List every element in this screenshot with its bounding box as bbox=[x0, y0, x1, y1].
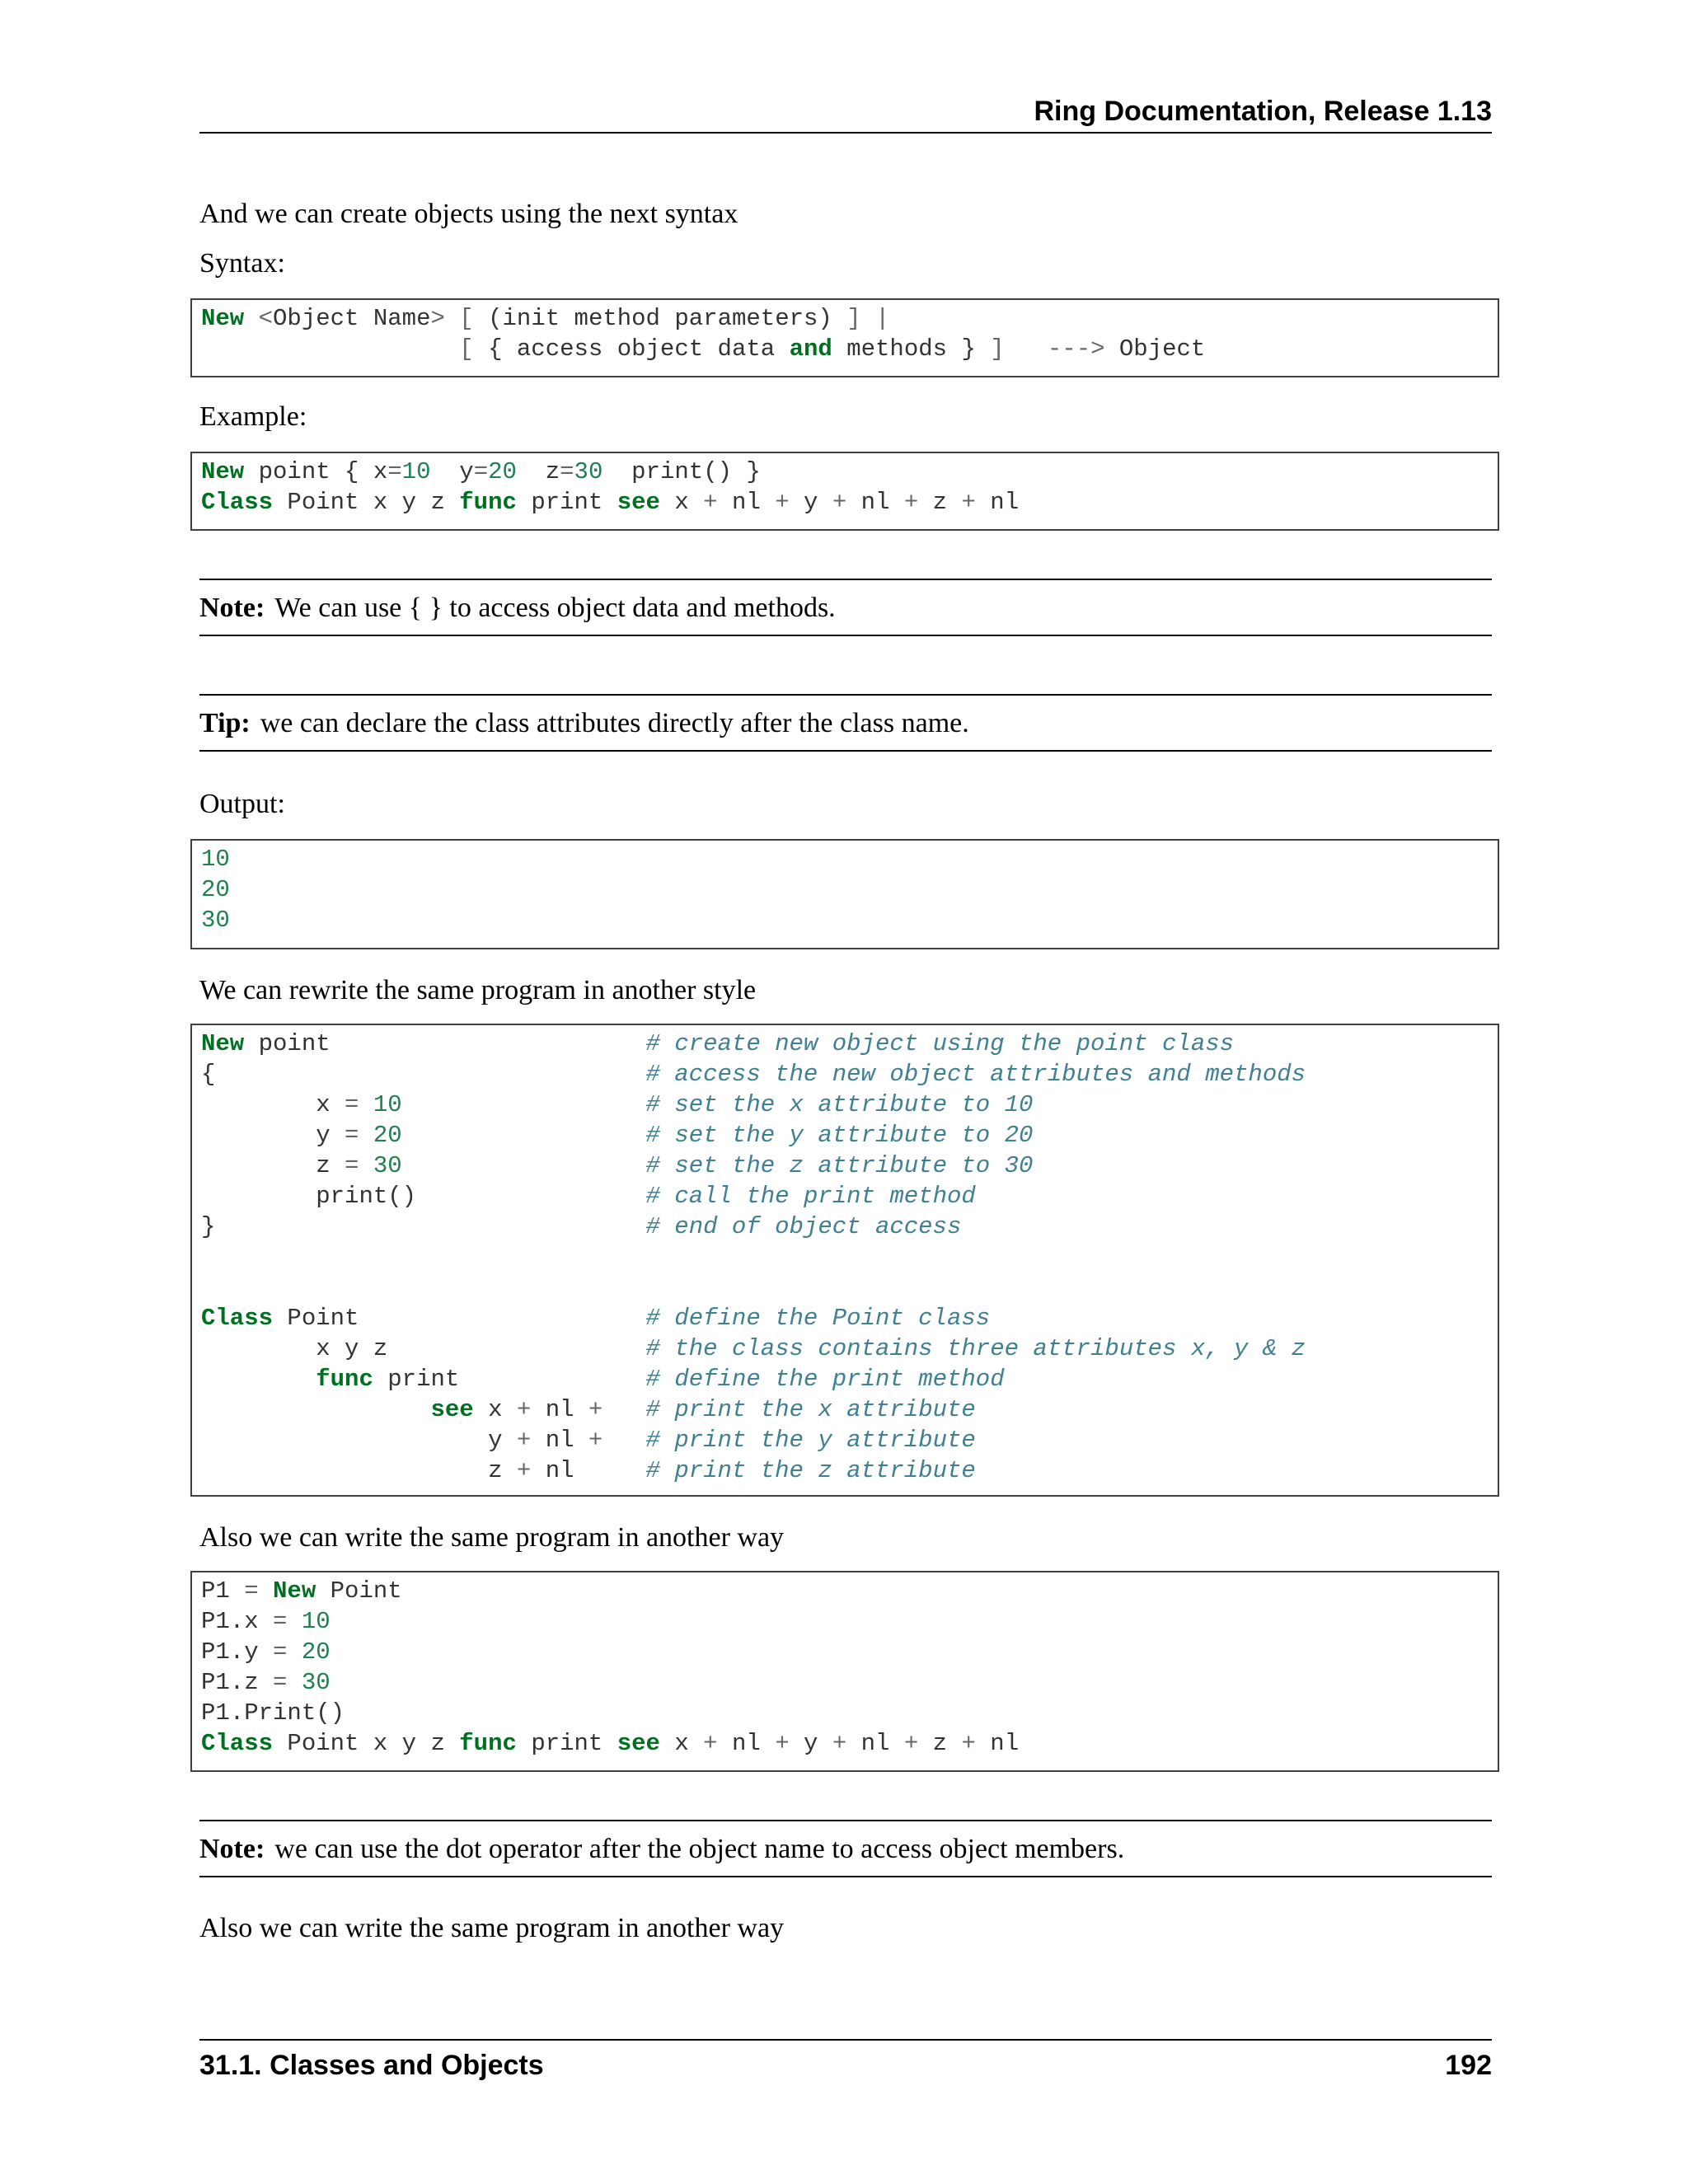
code-line: 20 bbox=[201, 876, 230, 903]
code-line: 10 bbox=[201, 846, 230, 873]
code-line: see x + nl + # print the x attribute bbox=[430, 1396, 976, 1423]
code-line: 30 bbox=[201, 907, 230, 934]
code-line: P1.y = 20 bbox=[201, 1638, 331, 1666]
code-line: z + nl # print the z attribute bbox=[488, 1457, 976, 1484]
page-footer bbox=[199, 2039, 1492, 2083]
code-line: z = 30 # set the z attribute to 30 bbox=[316, 1152, 1034, 1179]
syntax-label: Syntax: bbox=[199, 248, 285, 279]
code-line: P1 = New Point bbox=[201, 1577, 402, 1605]
paragraph: Also we can write the same program in another way bbox=[199, 1522, 785, 1553]
page-number: 192 bbox=[1445, 2050, 1492, 2081]
code-line: New point # create new object using the point class bbox=[201, 1030, 1235, 1057]
paragraph: And we can create objects using the next syntax bbox=[199, 199, 738, 229]
code-line: New point { x=10 y=20 z=30 print() } bbox=[201, 458, 761, 485]
example-label: Example: bbox=[199, 401, 307, 432]
code-line: P1.x = 10 bbox=[201, 1608, 331, 1635]
document-page bbox=[199, 0, 1492, 2184]
code-line bbox=[201, 1242, 1489, 1272]
note-box bbox=[199, 1820, 1492, 1877]
code-line: y + nl + # print the y attribute bbox=[488, 1427, 976, 1454]
output-label: Output: bbox=[199, 789, 285, 819]
code-block-example bbox=[190, 452, 1499, 531]
code-block-output bbox=[190, 839, 1499, 949]
code-line: x y z # the class contains three attributes x, y & z bbox=[316, 1335, 1306, 1362]
code-line: print() # call the print method bbox=[316, 1183, 976, 1210]
paragraph: We can rewrite the same program in another style bbox=[199, 975, 757, 1005]
code-line: func print # define the print method bbox=[316, 1366, 1005, 1393]
note-label: Note: bbox=[199, 593, 265, 623]
code-line: Class Point x y z func print see x + nl + y + nl + z + nl bbox=[201, 1730, 1020, 1757]
code-line: New <Object Name> [ (init method parameters) ] | bbox=[201, 305, 890, 332]
code-line bbox=[201, 1272, 1489, 1303]
note-text: We can use { } to access object data and methods. bbox=[274, 593, 836, 623]
code-line: x = 10 # set the x attribute to 10 bbox=[316, 1091, 1034, 1118]
code-block-dot bbox=[190, 1571, 1499, 1772]
footer-section: 31.1. Classes and Objects bbox=[199, 2050, 544, 2081]
code-block-syntax bbox=[190, 298, 1499, 377]
note-box bbox=[199, 579, 1492, 636]
tip-box bbox=[199, 694, 1492, 752]
code-line: P1.Print() bbox=[201, 1699, 345, 1727]
code-line: { # access the new object attributes and methods bbox=[201, 1061, 1306, 1088]
tip-label: Tip: bbox=[199, 708, 251, 738]
code-line: Class Point x y z func print see x + nl + y + nl + z + nl bbox=[201, 489, 1020, 516]
note-label: Note: bbox=[199, 1834, 265, 1864]
code-line: [ { access object data and methods } ] ---> Object bbox=[459, 335, 1206, 363]
code-line: y = 20 # set the y attribute to 20 bbox=[316, 1122, 1034, 1149]
code-block-style2 bbox=[190, 1024, 1499, 1497]
code-line: Class Point # define the Point class bbox=[201, 1305, 991, 1332]
tip-text: we can declare the class attributes directly after the class name. bbox=[260, 708, 969, 738]
code-line: P1.z = 30 bbox=[201, 1669, 331, 1696]
running-header: Ring Documentation, Release 1.13 bbox=[199, 92, 1492, 134]
code-line: } # end of object access bbox=[201, 1213, 962, 1240]
paragraph: Also we can write the same program in another way bbox=[199, 1913, 785, 1943]
note-text: we can use the dot operator after the object name to access object members. bbox=[274, 1834, 1125, 1864]
